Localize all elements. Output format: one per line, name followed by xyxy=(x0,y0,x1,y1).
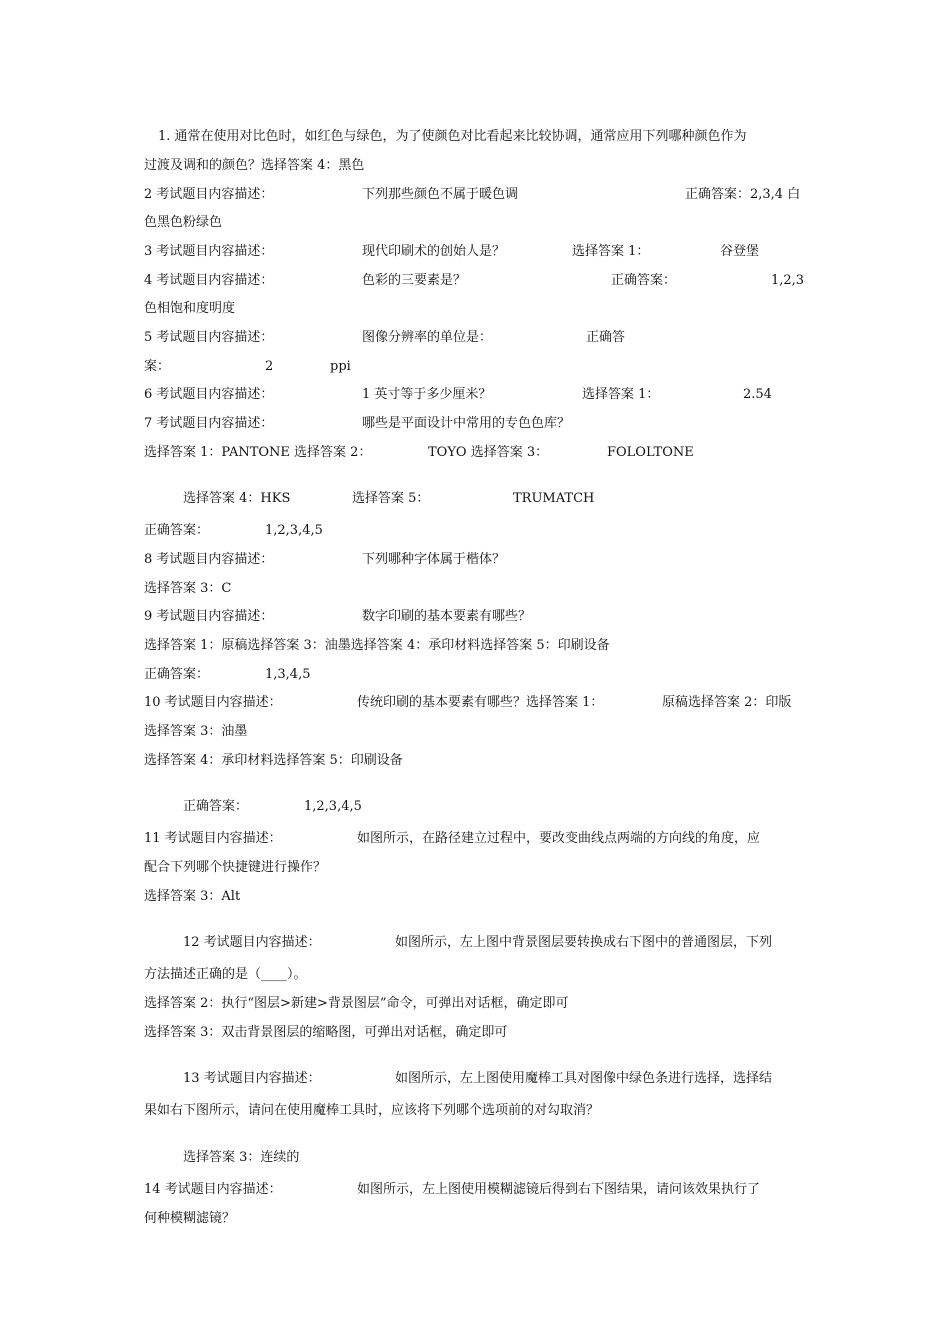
text-line: 如图所示，左上图中背景图层要转换成右下图中的普通图层，下列 xyxy=(395,935,773,950)
text-line: 正确答案： xyxy=(144,523,210,538)
text-line: 选择答案 3：连续的 xyxy=(183,1150,300,1165)
text-line: 选择答案 3：Alt xyxy=(144,889,241,904)
text-line: 7 考试题目内容描述： xyxy=(144,416,274,431)
text-line: 如图所示，左上图使用模糊滤镜后得到右下图结果，请问该效果执行了 xyxy=(357,1182,761,1197)
text-line: 色相饱和度明度 xyxy=(144,301,236,316)
text-line: 选择答案 1： xyxy=(572,244,650,259)
text-line: 选择答案 3：双击背景图层的缩略图，可弹出对话框，确定即可 xyxy=(144,1025,508,1040)
text-line: 如图所示，在路径建立过程中，要改变曲线点两端的方向线的角度，应 xyxy=(357,831,761,846)
text-line: 1,2,3,4,5 xyxy=(304,799,362,814)
text-line: 选择答案 5： xyxy=(352,491,430,506)
text-line: 色彩的三要素是？ xyxy=(362,273,467,288)
text-line: 色黑色粉绿色 xyxy=(144,215,223,230)
text-line: TOYO 选择答案 3： xyxy=(428,445,549,460)
text-line: 选择答案 4：HKS xyxy=(183,491,291,506)
text-line: 8 考试题目内容描述： xyxy=(144,552,274,567)
text-line: ppi xyxy=(330,359,351,374)
text-line: 12 考试题目内容描述： xyxy=(183,935,321,950)
text-line: 正确答 xyxy=(586,330,626,345)
text-line: 配合下列哪个快捷键进行操作？ xyxy=(144,860,327,875)
text-line: 选择答案 1： xyxy=(582,387,660,402)
text-line: 5 考试题目内容描述： xyxy=(144,330,274,345)
text-line: 下列那些颜色不属于暖色调 xyxy=(362,187,519,202)
text-line: 1,2,3 xyxy=(771,273,805,288)
text-line: 2.54 xyxy=(743,387,772,402)
text-line: 6 考试题目内容描述： xyxy=(144,387,274,402)
text-line: 正确答案： xyxy=(183,799,249,814)
text-line: 图像分辨率的单位是： xyxy=(362,330,493,345)
text-line: 14 考试题目内容描述： xyxy=(144,1182,282,1197)
text-line: 选择答案 2：执行“图层>新建>背景图层”命令，可弹出对话框，确定即可 xyxy=(144,996,569,1011)
text-line: 1 英寸等于多少厘米？ xyxy=(362,387,492,402)
text-line: 果如右下图所示，请问在使用魔棒工具时，应该将下列哪个选项前的对勾取消？ xyxy=(144,1103,600,1118)
text-line: TRUMATCH xyxy=(513,491,595,506)
text-line: 13 考试题目内容描述： xyxy=(183,1071,321,1086)
text-line: 正确答案：2,3,4 白 xyxy=(685,187,801,202)
text-line: 2 考试题目内容描述： xyxy=(144,187,274,202)
text-line: 1,2,3,4,5 xyxy=(265,523,323,538)
text-line: 10 考试题目内容描述： xyxy=(144,695,282,710)
text-line: 选择答案 4：承印材料选择答案 5：印刷设备 xyxy=(144,753,403,768)
text-line: FOLOLTONE xyxy=(607,445,694,460)
text-line: 方法描述正确的是（____）。 xyxy=(144,967,307,982)
text-line: 4 考试题目内容描述： xyxy=(144,273,274,288)
text-line: 谷登堡 xyxy=(720,244,760,259)
text-line: 下列哪种字体属于楷体？ xyxy=(362,552,506,567)
text-line: 正确答案： xyxy=(144,667,210,682)
text-line: 传统印刷的基本要素有哪些？选择答案 1： xyxy=(357,695,604,710)
text-line: 1. 通常在使用对比色时，如红色与绿色，为了使颜色对比看起来比较协调，通常应用下列哪种颜色作为 xyxy=(158,129,747,144)
text-line: 原稿选择答案 2：印版 xyxy=(662,695,792,710)
text-line: 2 xyxy=(265,359,274,374)
text-line: 案： xyxy=(144,359,171,374)
text-line: 如图所示，左上图使用魔棒工具对图像中绿色条进行选择，选择结 xyxy=(395,1071,773,1086)
text-line: 正确答案： xyxy=(611,273,677,288)
text-line: 1,3,4,5 xyxy=(265,667,311,682)
text-line: 选择答案 1：PANTONE 选择答案 2： xyxy=(144,445,372,460)
text-line: 选择答案 1：原稿选择答案 3：油墨选择答案 4：承印材料选择答案 5：印刷设备 xyxy=(144,638,610,653)
text-line: 数字印刷的基本要素有哪些？ xyxy=(362,609,532,624)
text-line: 9 考试题目内容描述： xyxy=(144,609,274,624)
text-line: 何种模糊滤镜？ xyxy=(144,1211,236,1226)
text-line: 3 考试题目内容描述： xyxy=(144,244,274,259)
text-line: 现代印刷术的创始人是？ xyxy=(362,244,506,259)
text-line: 过渡及调和的颜色？选择答案 4：黑色 xyxy=(144,158,365,173)
text-line: 11 考试题目内容描述： xyxy=(144,831,282,846)
text-line: 选择答案 3：C xyxy=(144,581,232,596)
text-line: 选择答案 3：油墨 xyxy=(144,724,248,739)
text-line: 哪些是平面设计中常用的专色色库？ xyxy=(362,416,571,431)
